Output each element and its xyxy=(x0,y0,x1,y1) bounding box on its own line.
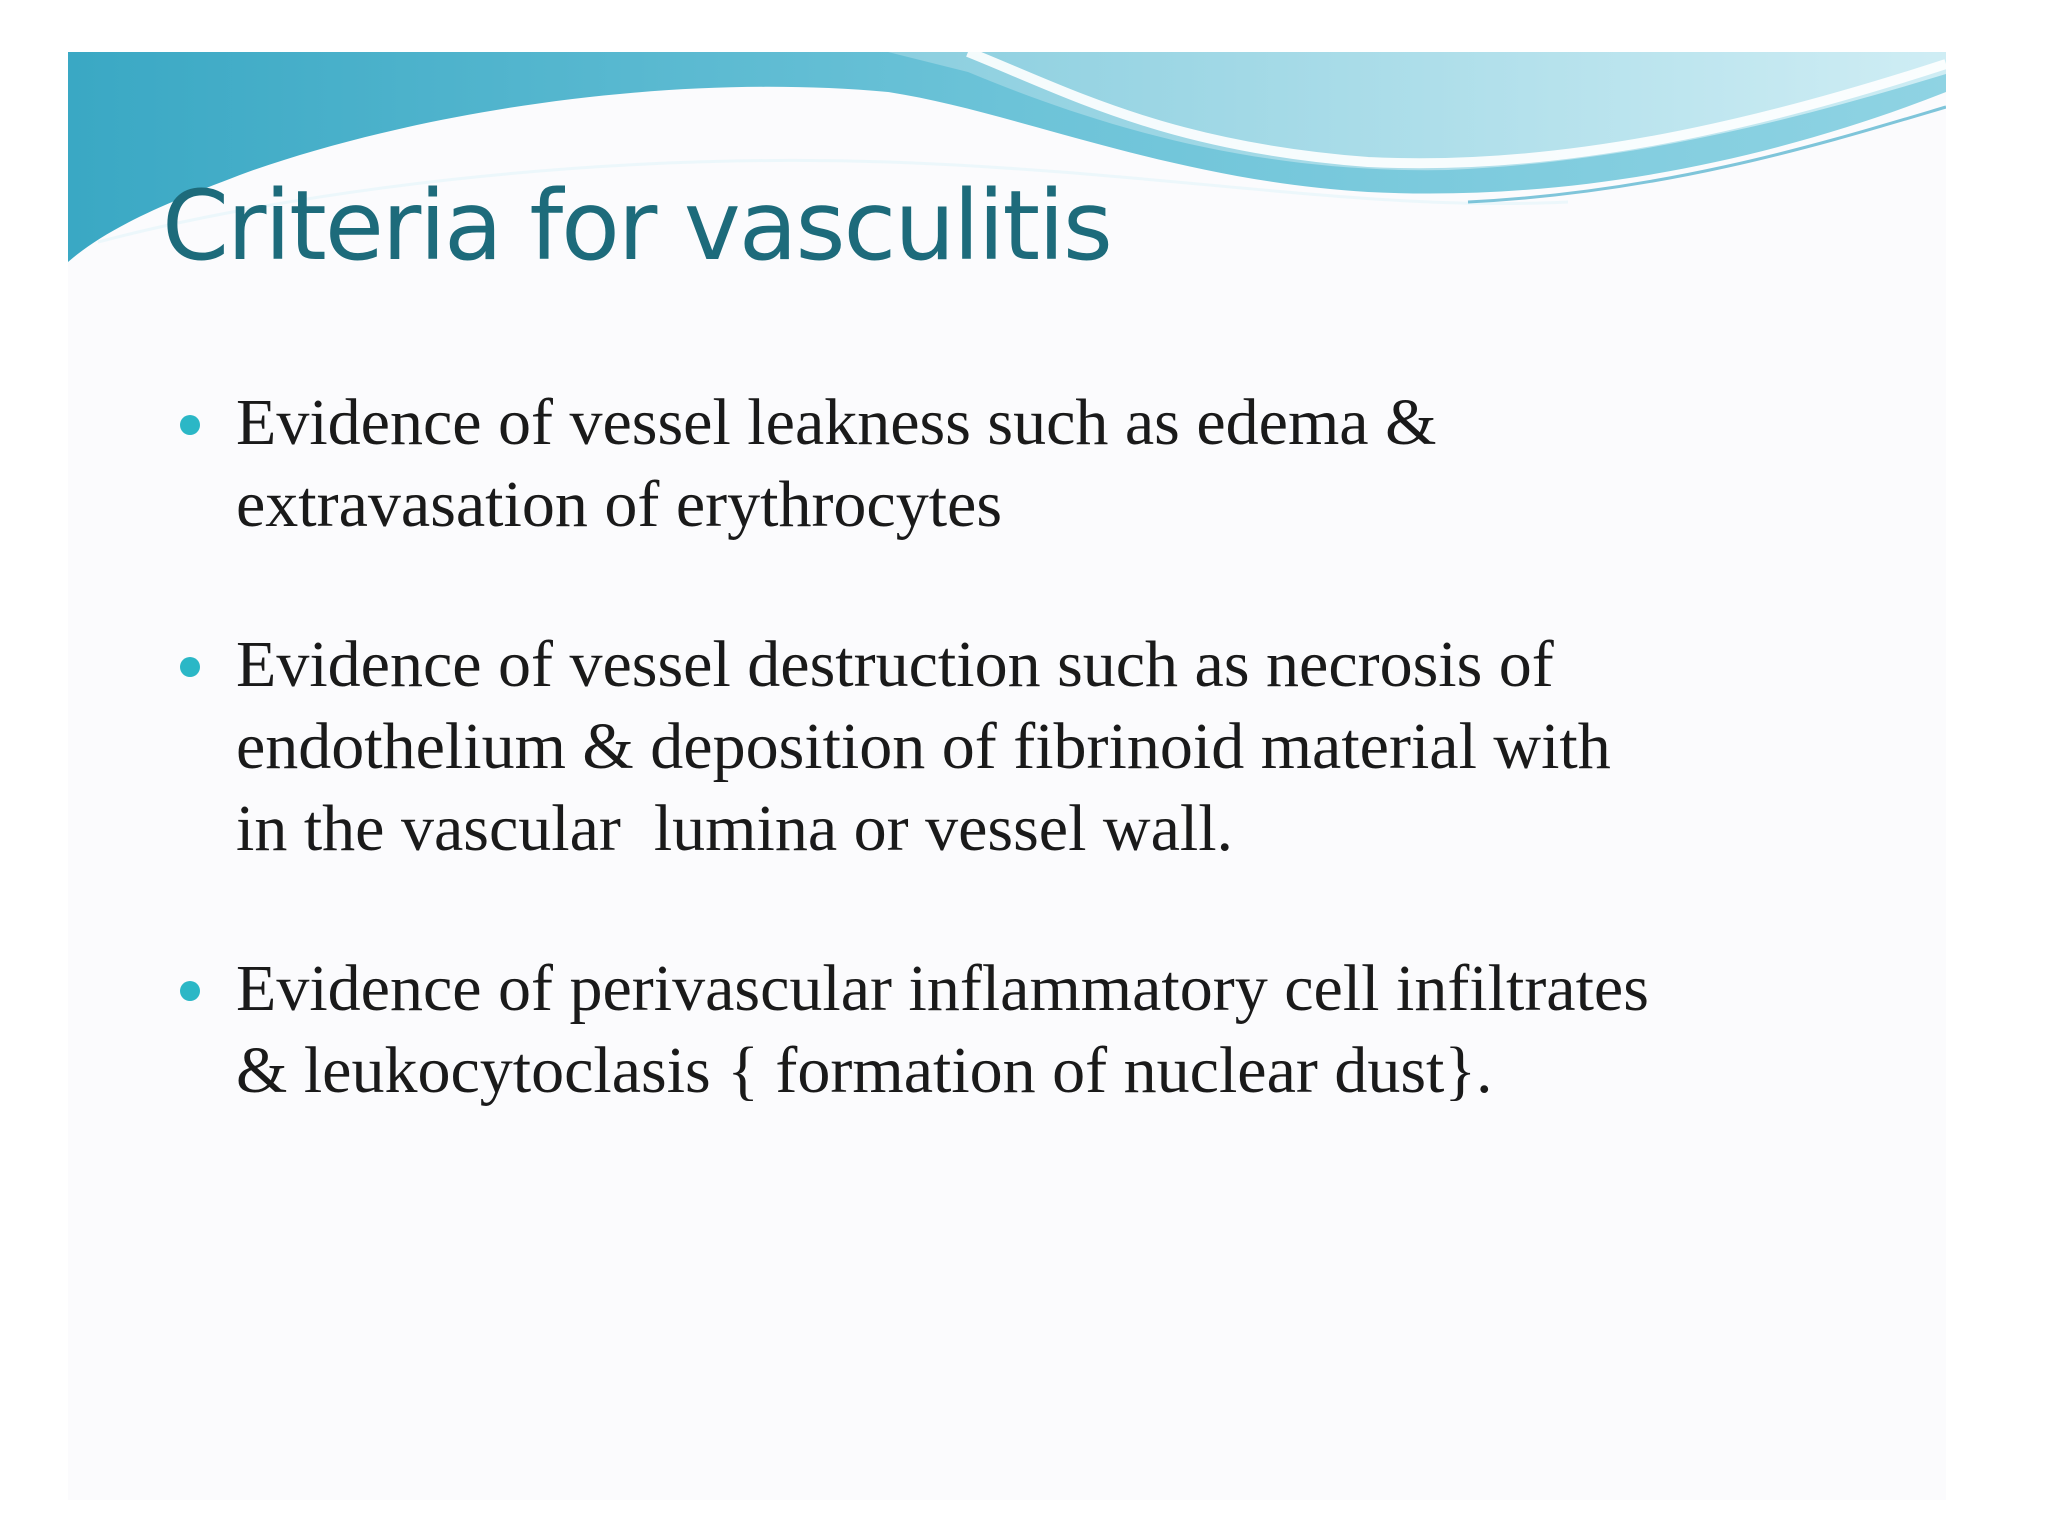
bullet-item xyxy=(180,624,1880,870)
bullet-item xyxy=(180,382,1880,546)
bullet-line: in the vascular lumina or vessel wall. xyxy=(236,792,1234,865)
bullet-line: extravasation of erythrocytes xyxy=(236,468,1003,541)
bullet-list xyxy=(180,382,1880,1190)
bullet-line: & leukocytoclasis { formation of nuclear dust}. xyxy=(236,1034,1493,1107)
bullet-item xyxy=(180,948,1880,1112)
bullet-line: Evidence of perivascular inflammatory cell infiltrates xyxy=(236,952,1649,1025)
slide-title: Criteria for vasculitis xyxy=(162,170,1111,282)
bullet-line: Evidence of vessel leakness such as edema & xyxy=(236,386,1437,459)
bullet-dot-icon xyxy=(180,415,200,435)
bullet-line: Evidence of vessel destruction such as necrosis of xyxy=(236,628,1554,701)
bullet-dot-icon xyxy=(180,657,200,677)
bullet-dot-icon xyxy=(180,981,200,1001)
bullet-line: endothelium & deposition of fibrinoid material with xyxy=(236,710,1611,783)
slide xyxy=(68,52,1946,1500)
